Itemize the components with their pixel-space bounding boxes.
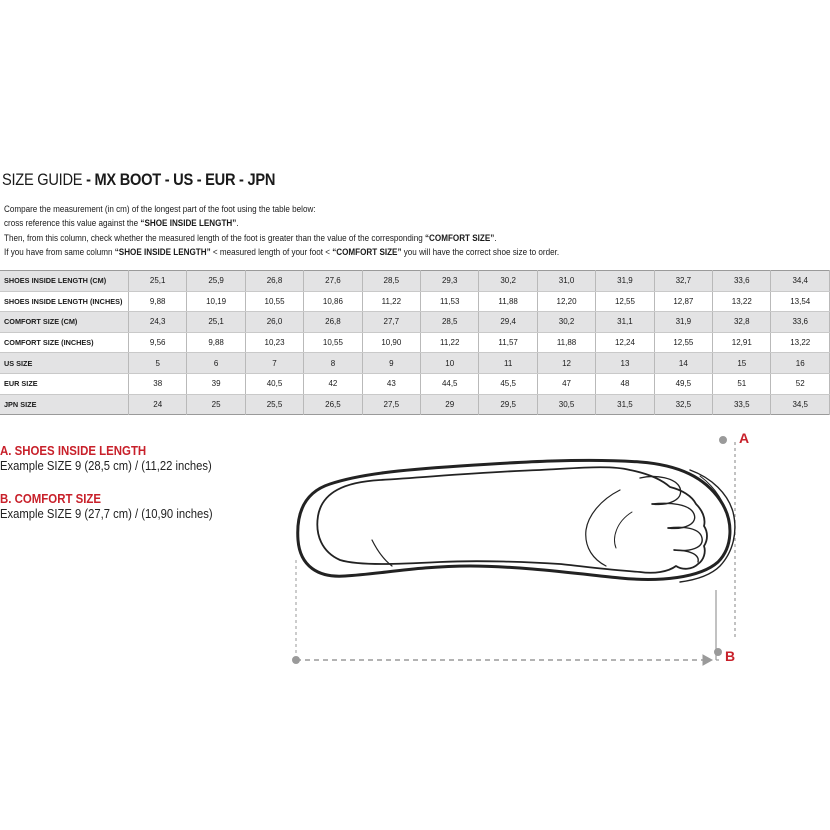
table-cell: 16 <box>771 353 830 374</box>
row-header: SHOES INSIDE LENGTH (INCHES) <box>0 291 129 312</box>
table-cell: 43 <box>362 373 420 394</box>
title-prefix: SIZE GUIDE <box>2 170 83 189</box>
table-cell: 9 <box>362 353 420 374</box>
table-cell: 40,5 <box>245 373 303 394</box>
legend-b-title: B. COMFORT SIZE <box>0 491 102 506</box>
table-cell: 30,2 <box>479 271 537 292</box>
dimension-arrow-head <box>703 655 712 665</box>
table-cell: 31,1 <box>596 312 654 333</box>
table-cell: 11,22 <box>421 332 479 353</box>
table-cell: 13 <box>596 353 654 374</box>
instruction-line-4: If you have from same column “SHOE INSIDE LENGTH” < measured length of your foot < “COMFORT SIZE” you will have the correct shoe size to order. <box>4 246 560 257</box>
table-cell: 29,3 <box>421 271 479 292</box>
instruction-line-1: Compare the measurement (in cm) of the longest part of the foot using the table below: <box>4 204 316 214</box>
row-header: JPN SIZE <box>0 394 129 415</box>
table-cell: 44,5 <box>421 373 479 394</box>
table-cell: 42 <box>304 373 362 394</box>
table-cell: 29,4 <box>479 312 537 333</box>
table-cell: 33,5 <box>713 394 771 415</box>
table-cell: 13,22 <box>713 291 771 312</box>
table-cell: 34,5 <box>771 394 830 415</box>
table-cell: 11,53 <box>421 291 479 312</box>
marker-a-label: A <box>739 430 750 446</box>
marker-a-dot <box>720 437 727 444</box>
table-cell: 25 <box>187 394 245 415</box>
table-cell: 15 <box>713 353 771 374</box>
table-cell: 48 <box>596 373 654 394</box>
table-cell: 52 <box>771 373 830 394</box>
instruction-line-3: Then, from this column, check whether the measured length of the foot is greater than the value of the corresponding “COMFORT SIZE”. <box>4 232 497 243</box>
table-cell: 9,56 <box>129 332 187 353</box>
table-cell: 12,87 <box>654 291 712 312</box>
legend-a-text: Example SIZE 9 (28,5 cm) / (11,22 inches) <box>0 459 212 473</box>
table-cell: 26,8 <box>245 271 303 292</box>
table-cell: 47 <box>537 373 595 394</box>
table-cell: 10,23 <box>245 332 303 353</box>
table-cell: 30,5 <box>537 394 595 415</box>
table-cell: 31,9 <box>596 271 654 292</box>
dimension-start-dot <box>293 657 300 664</box>
table-cell: 11,88 <box>479 291 537 312</box>
table-cell: 13,22 <box>771 332 830 353</box>
table-cell: 26,0 <box>245 312 303 333</box>
row-header: SHOES INSIDE LENGTH (CM) <box>0 271 129 292</box>
table-cell: 33,6 <box>713 271 771 292</box>
table-cell: 26,5 <box>304 394 362 415</box>
table-cell: 39 <box>187 373 245 394</box>
table-cell: 24 <box>129 394 187 415</box>
table-cell: 34,4 <box>771 271 830 292</box>
table-cell: 10,55 <box>245 291 303 312</box>
table-cell: 12,24 <box>596 332 654 353</box>
table-cell: 27,5 <box>362 394 420 415</box>
table-cell: 31,0 <box>537 271 595 292</box>
table-cell: 13,54 <box>771 291 830 312</box>
legend-a-title: A. SHOES INSIDE LENGTH <box>0 443 147 458</box>
table-cell: 32,5 <box>654 394 712 415</box>
table-cell: 45,5 <box>479 373 537 394</box>
table-cell: 12,20 <box>537 291 595 312</box>
row-header: US SIZE <box>0 353 129 374</box>
table-cell: 11,22 <box>362 291 420 312</box>
table-cell: 29 <box>421 394 479 415</box>
table-cell: 32,7 <box>654 271 712 292</box>
legend-b-text: Example SIZE 9 (27,7 cm) / (10,90 inches) <box>0 507 213 521</box>
foot-outline <box>298 460 735 582</box>
table-cell: 24,3 <box>129 312 187 333</box>
table-cell: 11,57 <box>479 332 537 353</box>
table-cell: 26,8 <box>304 312 362 333</box>
table-cell: 10,90 <box>362 332 420 353</box>
table-cell: 28,5 <box>362 271 420 292</box>
title-main: - MX BOOT - US - EUR - JPN <box>82 170 276 189</box>
table-cell: 32,8 <box>713 312 771 333</box>
table-cell: 12,91 <box>713 332 771 353</box>
table-cell: 10,55 <box>304 332 362 353</box>
table-cell: 10,86 <box>304 291 362 312</box>
table-cell: 30,2 <box>537 312 595 333</box>
row-header: COMFORT SIZE (CM) <box>0 312 129 333</box>
table-cell: 11,88 <box>537 332 595 353</box>
table-cell: 27,7 <box>362 312 420 333</box>
table-cell: 5 <box>129 353 187 374</box>
table-cell: 12,55 <box>654 332 712 353</box>
table-cell: 11 <box>479 353 537 374</box>
table-cell: 31,5 <box>596 394 654 415</box>
table-cell: 33,6 <box>771 312 830 333</box>
table-cell: 25,9 <box>187 271 245 292</box>
table-cell: 49,5 <box>654 373 712 394</box>
row-header: COMFORT SIZE (INCHES) <box>0 332 129 353</box>
table-cell: 29,5 <box>479 394 537 415</box>
table-cell: 7 <box>245 353 303 374</box>
table-cell: 10 <box>421 353 479 374</box>
table-cell: 12,55 <box>596 291 654 312</box>
table-cell: 31,9 <box>654 312 712 333</box>
marker-b-dot <box>715 649 722 656</box>
table-cell: 9,88 <box>187 332 245 353</box>
row-header: EUR SIZE <box>0 373 129 394</box>
table-cell: 38 <box>129 373 187 394</box>
table-cell: 25,1 <box>129 271 187 292</box>
marker-b-label: B <box>725 648 736 664</box>
table-cell: 28,5 <box>421 312 479 333</box>
table-cell: 12 <box>537 353 595 374</box>
table-cell: 25,1 <box>187 312 245 333</box>
instruction-line-2: cross reference this value against the “SHOE INSIDE LENGTH”. <box>4 218 239 229</box>
table-cell: 51 <box>713 373 771 394</box>
table-cell: 6 <box>187 353 245 374</box>
table-cell: 14 <box>654 353 712 374</box>
table-cell: 8 <box>304 353 362 374</box>
table-cell: 25,5 <box>245 394 303 415</box>
table-cell: 10,19 <box>187 291 245 312</box>
table-cell: 9,88 <box>129 291 187 312</box>
table-cell: 27,6 <box>304 271 362 292</box>
